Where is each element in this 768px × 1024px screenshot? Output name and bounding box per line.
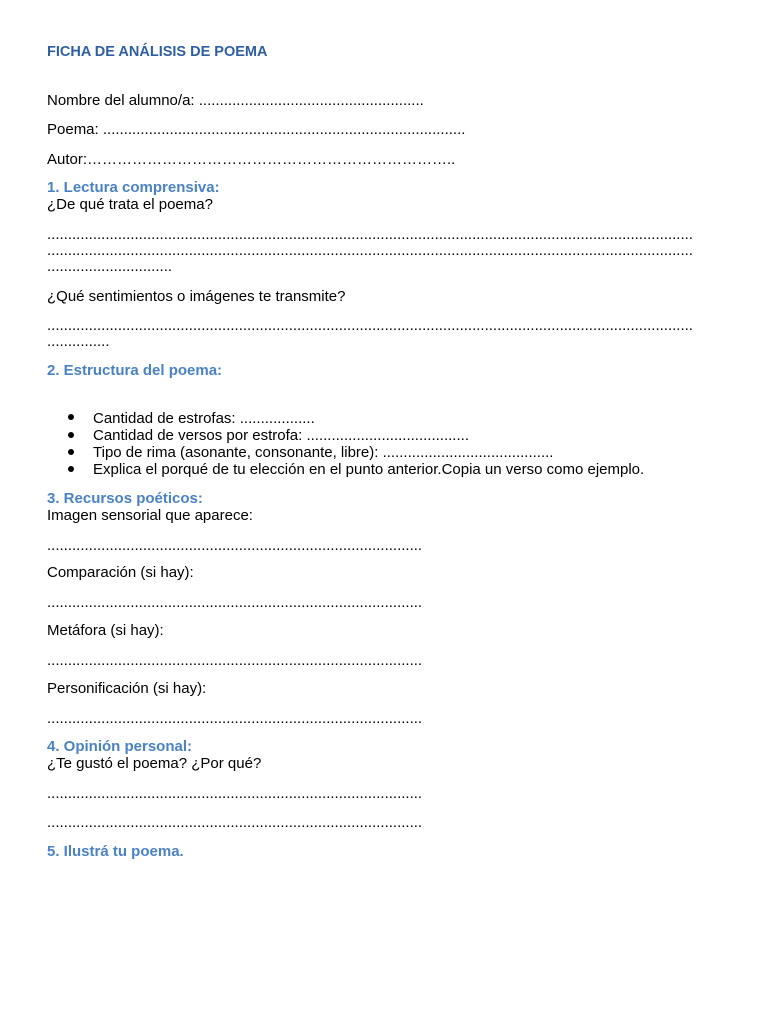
section-5-heading: 5. Ilustrá tu poema. [47, 843, 184, 860]
list-item: Tipo de rima (asonante, consonante, libre): ......................................... [93, 444, 554, 461]
section-4-heading: 4. Opinión personal: [47, 738, 193, 755]
personification-label: Personificación (si hay): [47, 680, 207, 697]
author-field: Autor:……………………………………………………………….. [47, 151, 456, 168]
section-3-heading: 3. Recursos poéticos: [47, 490, 203, 507]
document-title: FICHA DE ANÁLISIS DE POEMA [47, 44, 268, 60]
answer-line: ........................................................................................................................................................... [47, 317, 693, 334]
opinion-question: ¿Te gustó el poema? ¿Por qué? [47, 755, 262, 772]
answer-line: .......................................................................................... [47, 652, 423, 669]
student-name-field: Nombre del alumno/a: ...................................................... [47, 92, 424, 109]
list-item: Cantidad de versos por estrofa: ....................................... [93, 427, 469, 444]
bullet-icon [68, 414, 74, 420]
sensorial-image-label: Imagen sensorial que aparece: [47, 507, 253, 524]
answer-line: .......................................................................................... [47, 785, 423, 802]
bullet-icon [68, 449, 74, 455]
answer-line: .............................. [47, 258, 173, 275]
section-2-heading: 2. Estructura del poema: [47, 362, 223, 379]
answer-line: .......................................................................................... [47, 814, 423, 831]
poem-name-field: Poema: ....................................................................................... [47, 121, 466, 138]
list-item: Explica el porqué de tu elección en el punto anterior.Copia un verso como ejemplo. [93, 461, 645, 478]
comparison-label: Comparación (si hay): [47, 564, 194, 581]
bullet-icon [68, 432, 74, 438]
question-feelings: ¿Qué sentimientos o imágenes te transmite? [47, 288, 346, 305]
answer-line: ........................................................................................................................................................... [47, 226, 693, 243]
answer-line: .......................................................................................... [47, 594, 423, 611]
bullet-icon [68, 466, 74, 472]
metaphor-label: Metáfora (si hay): [47, 622, 164, 639]
answer-line: .......................................................................................... [47, 710, 423, 727]
section-1-heading: 1. Lectura comprensiva: [47, 179, 220, 196]
list-item: Cantidad de estrofas: .................. [93, 410, 315, 427]
answer-line: ........................................................................................................................................................... [47, 242, 693, 259]
question-poem-topic: ¿De qué trata el poema? [47, 196, 213, 213]
answer-line: .......................................................................................... [47, 537, 423, 554]
answer-line: ............... [47, 333, 110, 350]
